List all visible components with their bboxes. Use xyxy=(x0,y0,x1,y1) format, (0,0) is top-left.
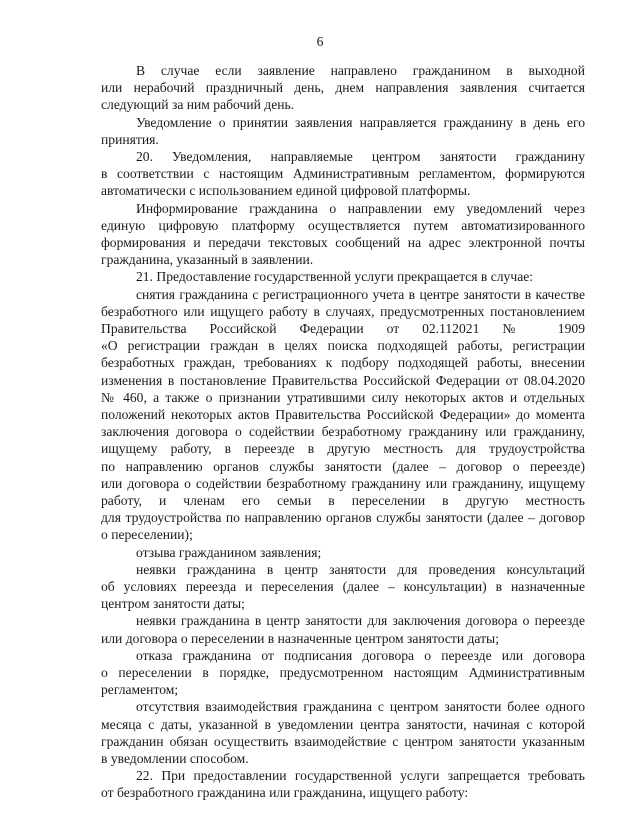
text-line: В случае если заявление направлено гражданином в выходной xyxy=(136,63,585,78)
text-line: снятия гражданина с регистрационного учета в центре занятости в качестве xyxy=(136,286,585,302)
text-line: неявки гражданина в центр занятости для заключения договора о переезде xyxy=(136,613,585,629)
text-line: изменения в постановление Правительства Российской Федерации от 08.04.2020 xyxy=(101,372,585,388)
text-line: принятия. xyxy=(101,131,159,147)
text-line: о переселении в порядке, предусмотренном настоящим Административным xyxy=(101,665,585,680)
text-line: от безработного гражданина или гражданина, ищущего работу: xyxy=(101,785,469,801)
text-line: месяца с даты, указанной в уведомлении центра занятости, начиная с которой xyxy=(101,716,585,732)
text-line: Уведомление о принятии заявления направляется гражданину в день его xyxy=(136,114,585,130)
text-line: 20. Уведомления, направляемые центром занятости гражданину xyxy=(136,149,585,164)
text-line: автоматически с использованием единой цифровой платформы. xyxy=(101,183,471,199)
text-line: следующий за ним рабочий день. xyxy=(101,97,295,113)
text-line: для трудоустройства по направлению органов службы занятости (далее – договор xyxy=(101,510,585,526)
text-line: в уведомлении способом. xyxy=(101,751,249,766)
text-line: неявки гражданина в центр занятости для проведения консультаций xyxy=(136,561,585,577)
text-line: безработных граждан, требованиях к подбору подходящей работы, внесении xyxy=(101,355,585,371)
text-line: или договора о содействии безработному гражданину или гражданину, ищущему xyxy=(101,475,585,491)
text-line: отзыва гражданином заявления; xyxy=(136,544,322,560)
text-line: работу, и членам его семьи в переселении в другую местность xyxy=(101,493,585,508)
text-line: формирования и передачи текстовых сообщений на адрес электронной почты xyxy=(101,235,585,250)
text-line: об условиях переезда и переселения (далее – консультации) в назначенные xyxy=(101,579,585,594)
text-line: отсутствия взаимодействия гражданина с центром занятости более одного xyxy=(136,699,585,715)
text-line: гражданин обязан осуществить взаимодействие с центром занятости указанным xyxy=(101,733,585,749)
text-line: в соответствии с настоящим Административным регламентом, формируются xyxy=(101,166,585,182)
text-line: «О регистрации граждан в целях поиска подходящей работы, регистрации xyxy=(101,338,585,354)
text-line: по направлению органов службы занятости (далее – договор о переезде) xyxy=(101,458,585,474)
text-line: № 460, а также о признании утратившими силу некоторых актов и отдельных xyxy=(101,389,585,405)
text-line: центром занятости даты; xyxy=(101,596,245,612)
text-line: положений некоторых актов Правительства Российской Федерации» до момента xyxy=(101,407,585,422)
text-line: Правительства Российской Федерации от 02.112021 № 1909 xyxy=(101,321,585,336)
text-line: о переселении); xyxy=(101,527,193,543)
text-line: заключения договора о содействии безработному гражданину или гражданину, xyxy=(101,424,585,440)
text-line: Информирование гражданина о направлении ему уведомлений через xyxy=(136,200,585,216)
text-line: или договора о переселении в назначенные центром занятости даты; xyxy=(101,630,499,646)
text-line: регламентом; xyxy=(101,682,179,698)
text-line: безработного или ищущего работу в случаях, предусмотренных постановлением xyxy=(101,303,585,319)
text-line: гражданина, указанный в заявлении. xyxy=(101,252,314,268)
text-line: 21. Предоставление государственной услуги прекращается в случае: xyxy=(136,269,534,285)
text-line: 22. При предоставлении государственной услуги запрещается требовать xyxy=(136,768,585,784)
page-number: 6 xyxy=(316,34,324,49)
text-line: ищущему работу, в переезде в другую местность для трудоустройства xyxy=(101,441,585,457)
text-line: отказа гражданина от подписания договора о переезде или договора xyxy=(136,647,585,663)
text-line: единую цифровую платформу осуществляется путем автоматизированного xyxy=(101,217,585,233)
text-line: или нерабочий праздничный день, днем направления заявления считается xyxy=(101,80,585,96)
